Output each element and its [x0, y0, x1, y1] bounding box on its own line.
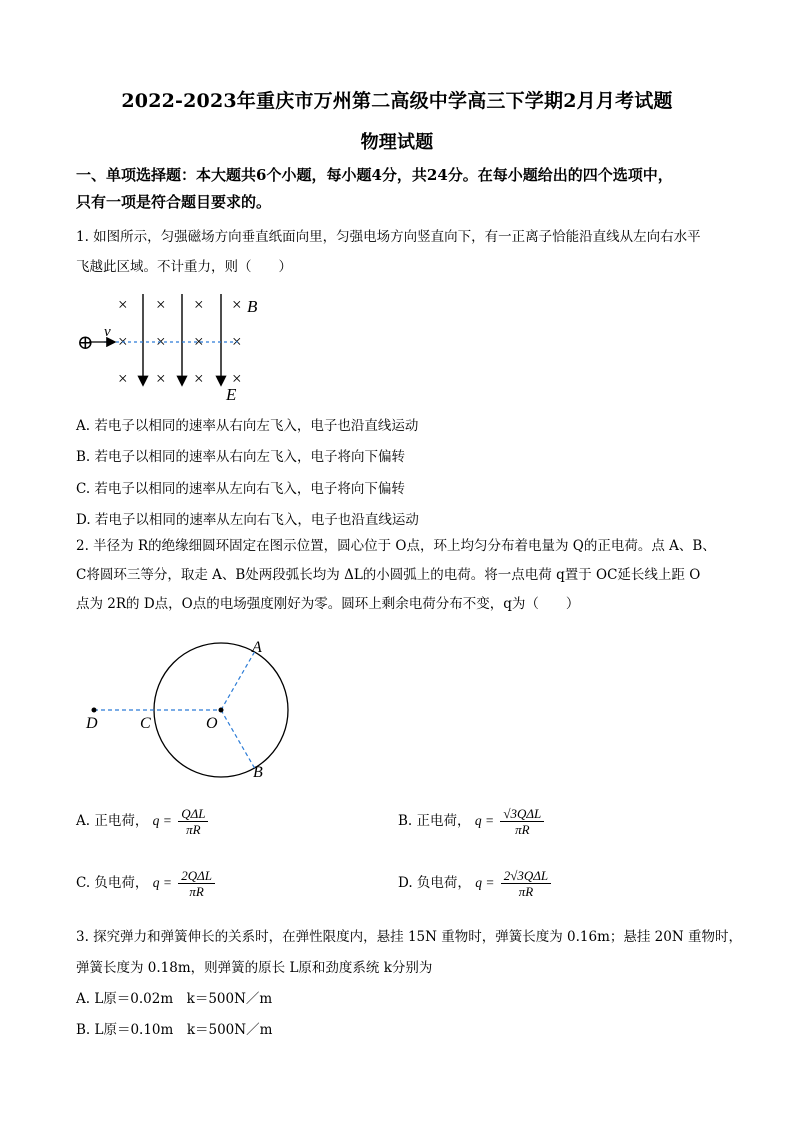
question-2-option-a[interactable] [76, 806, 208, 837]
question-2-option-c[interactable] [76, 868, 215, 899]
fraction-denominator: πR [518, 884, 534, 899]
question-line: C将圆环三等分，取走 A、B处两段弧长均为 ΔL的小圆弧上的电荷。将一点电荷 q置于 OC延长线上距 O [76, 567, 701, 583]
cross-icon: × [194, 332, 204, 351]
line-OB [221, 710, 255, 768]
section-heading-line: 一、单项选择题：本大题共6个小题，每小题4分，共24分。在每小题给出的四个选项中， [76, 166, 673, 184]
question-line: 2. 半径为 R的绝缘细圆环固定在图示位置，圆心位于 O点，环上均匀分布着电量为 Q的正电荷。点 A、B、 [76, 538, 716, 554]
option-prefix: C. 负电荷， [76, 875, 149, 891]
option-q-equals: q = [152, 875, 172, 890]
cross-icon: × [118, 295, 128, 314]
page-title: 2022-2023年重庆市万州第二高级中学高三下学期2月月考试题 [121, 90, 673, 112]
fraction-numerator: √3QΔL [500, 806, 544, 822]
page-subtitle: 物理试题 [360, 132, 434, 153]
question-2-figure [80, 636, 300, 784]
question-1-option-d[interactable]: D. 若电子以相同的速率从左向右飞入，电子也沿直线运动 [76, 512, 419, 528]
fraction-denominator: πR [515, 822, 530, 837]
question-3-stem [76, 922, 742, 984]
label-B: B [247, 297, 258, 316]
fraction-numerator: 2√3QΔL [501, 868, 551, 884]
question-2-stem [76, 532, 728, 619]
question-2-option-d[interactable] [398, 868, 551, 899]
line-OA [221, 652, 255, 710]
cross-icon: × [232, 332, 242, 351]
question-3-option-a[interactable]: A. L原＝0.02m k＝500N／m [76, 991, 273, 1007]
section-heading [76, 162, 726, 216]
question-3-option-b[interactable]: B. L原＝0.10m k＝500N／m [76, 1022, 273, 1038]
fraction-numerator: 2QΔL [178, 868, 215, 884]
option-q-equals: q = [152, 813, 172, 828]
fraction-denominator: πR [186, 822, 201, 837]
cross-icon: × [156, 295, 166, 314]
cross-icon: × [156, 369, 166, 388]
label-B: B [253, 764, 263, 781]
question-line: 弹簧长度为 0.18m，则弹簧的原长 L原和劲度系统 k分别为 [76, 960, 433, 976]
question-1-option-c[interactable]: C. 若电子以相同的速率从左向右飞入，电子将向下偏转 [76, 481, 405, 497]
question-line: 3. 探究弹力和弹簧伸长的关系时，在弹性限度内，悬挂 15N 重物时，弹簧长度为 0.16m；悬挂 20N 重物时， [76, 929, 742, 945]
question-1-stem [76, 222, 728, 282]
option-fraction [501, 868, 551, 899]
label-A: A [252, 639, 262, 656]
option-fraction [178, 806, 208, 837]
option-prefix: B. 正电荷， [398, 813, 471, 829]
label-E: E [226, 385, 237, 404]
question-line: 1. 如图所示，匀强磁场方向垂直纸面向里，匀强电场方向竖直向下，有一正离子恰能沿直线从左向右水平 [76, 229, 701, 245]
option-prefix: A. 正电荷， [76, 813, 149, 829]
option-fraction [500, 806, 544, 837]
cross-icon: × [232, 369, 242, 388]
label-C: C [140, 715, 151, 732]
question-1-figure [70, 288, 270, 406]
question-1-option-b[interactable]: B. 若电子以相同的速率从右向左飞入，电子将向下偏转 [76, 449, 406, 465]
option-q-equals: q = [475, 875, 495, 890]
label-v: v [104, 324, 111, 340]
question-2-option-b[interactable] [398, 806, 544, 837]
question-1-option-a[interactable]: A. 若电子以相同的速率从右向左飞入，电子也沿直线运动 [76, 418, 419, 434]
fraction-denominator: πR [189, 884, 204, 899]
point-D-dot [92, 708, 97, 713]
cross-icon: × [156, 332, 166, 351]
section-heading-line: 只有一项是符合题目要求的。 [76, 193, 272, 211]
cross-icon: × [232, 295, 242, 314]
cross-icon: × [118, 332, 128, 351]
cross-icon: × [194, 369, 204, 388]
option-prefix: D. 负电荷， [398, 875, 471, 891]
label-O: O [206, 715, 218, 732]
cross-icon: × [194, 295, 204, 314]
option-q-equals: q = [474, 813, 495, 828]
point-O-dot [219, 708, 224, 713]
electric-field-lines [143, 294, 221, 384]
question-line: 点为 2R的 D点，O点的电场强度刚好为零。圆环上剩余电荷分布不变，q为（ ） [76, 596, 580, 612]
fraction-numerator: QΔL [178, 806, 208, 822]
question-line: 飞越此区域。不计重力，则（ ） [76, 259, 292, 275]
positive-ion-icon: ⊕ [77, 332, 94, 354]
label-D: D [86, 715, 98, 732]
option-fraction [178, 868, 215, 899]
cross-icon: × [118, 369, 128, 388]
